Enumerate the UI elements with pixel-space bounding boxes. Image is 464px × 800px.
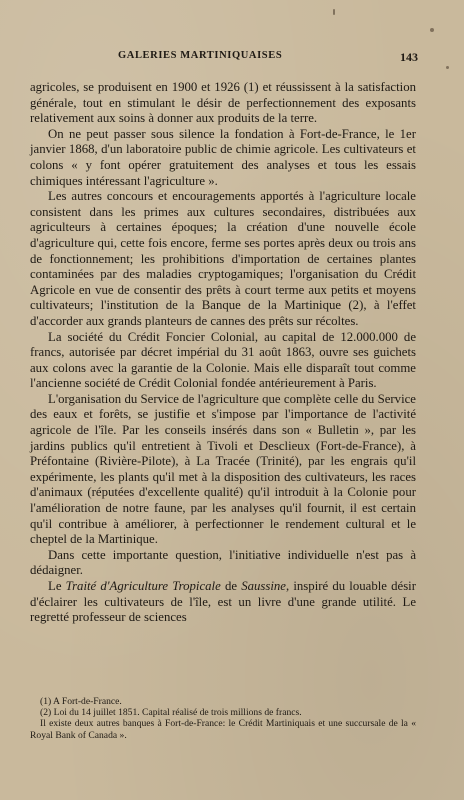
footnote: Il existe deux autres banques à Fort-de-France: le Crédit Martiniquais et une succursale de la « Royal Bank of Canada ». [30,718,416,741]
footnote: (1) A Fort-de-France. [40,696,122,707]
footnotes [30,696,416,741]
paper-speck [446,66,449,69]
paragraph: agricoles, se produisent en 1900 et 1926 (1) et réussissent à la satisfaction générale, tout en stimulant le désir de perfectionnement des exposants relativement aux soins à donner aux produits de la terre. [30,80,416,126]
book-title: Traité d'Agriculture Tropicale [65,579,221,593]
running-head [30,50,444,66]
text-run: de [220,579,242,593]
paragraph: L'organisation du Service de l'agriculture que complète celle du Service des eaux et forêts, se justifie et s'impose par l'importance de l'activité agricole de l'île. Par les conseils insérés dans son « Bulletin », par les jardins publics qu'il entretient à Tivoli et Desclieux (Fort-de-France), à Préfontaine (Rivière-Pilote), à La Tracée (Trinité), par les engrais qu'il expérimente, les plants qu'il met à la disposition des cultivateurs, les races d'animaux (réputées d'excellente qualité) qu'il introduit à la Colonie pour l'amélioration de notre faune, par les analyses qu'il fournit, il est certain qu'il contribue à améliorer, à perfectionner le rendement cultural et le cheptel de la Martinique. [30,391,416,547]
paragraph-last [30,579,416,626]
paragraph: La société du Crédit Foncier Colonial, au capital de 12.000.000 de francs, autorisée par décret impérial du 31 août 1863, ouvre ses guichets aux colons avec la garantie de la Colonie. Mais elle disparaît tout comme l'ancienne société de Crédit Colonial fondée antérieurement à Paris. [30,329,416,391]
page-number: 143 [400,50,418,64]
paper-speck [430,28,434,32]
author-name: Saussine [241,579,286,593]
body-text [30,80,416,626]
paragraph: Les autres concours et encouragements apportés à l'agriculture locale consistent dans les primes aux cultures secondaires, distribuées aux agriculteurs à certaines époques; la création d'une nouvelle école d'agriculture qui, cette fois encore, ferme ses portes après deux ou trois ans de fonctionnement; les prohibitions d'importation de certaines plantes contaminées par des maladies cryptogamiques; l'organisation du Crédit Agricole en vue de consentir des prêts à court terme aux petits et moyens cultivateurs; l'institution de la Banque de la Martinique (2), à l'effet d'accorder aux grands planteurs de cannes des prêts sur récoltes. [30,189,416,328]
footnote: (2) Loi du 14 juillet 1851. Capital réalisé de trois millions de francs. [40,707,302,719]
running-title: GALERIES MARTINIQUAISES [118,50,283,61]
paragraph: On ne peut passer sous silence la fondation à Fort-de-France, le 1er janvier 1868, d'un laboratoire public de chimie agricole. Les cultivateurs et colons « y font opérer gratuitement des analyses et tous les essais chimiques intéressant l'agriculture ». [30,126,416,188]
paper-speck [333,9,335,15]
text-run: Le [48,579,66,593]
paragraph: Dans cette importante question, l'initiative individuelle n'est pas à dédaigner. [30,547,416,578]
text-run: , inspiré du louable désir d'éclairer les cultivateurs de l'île, est un livre d'une grande utilité. Le regretté professeur de sciences [30,579,416,625]
